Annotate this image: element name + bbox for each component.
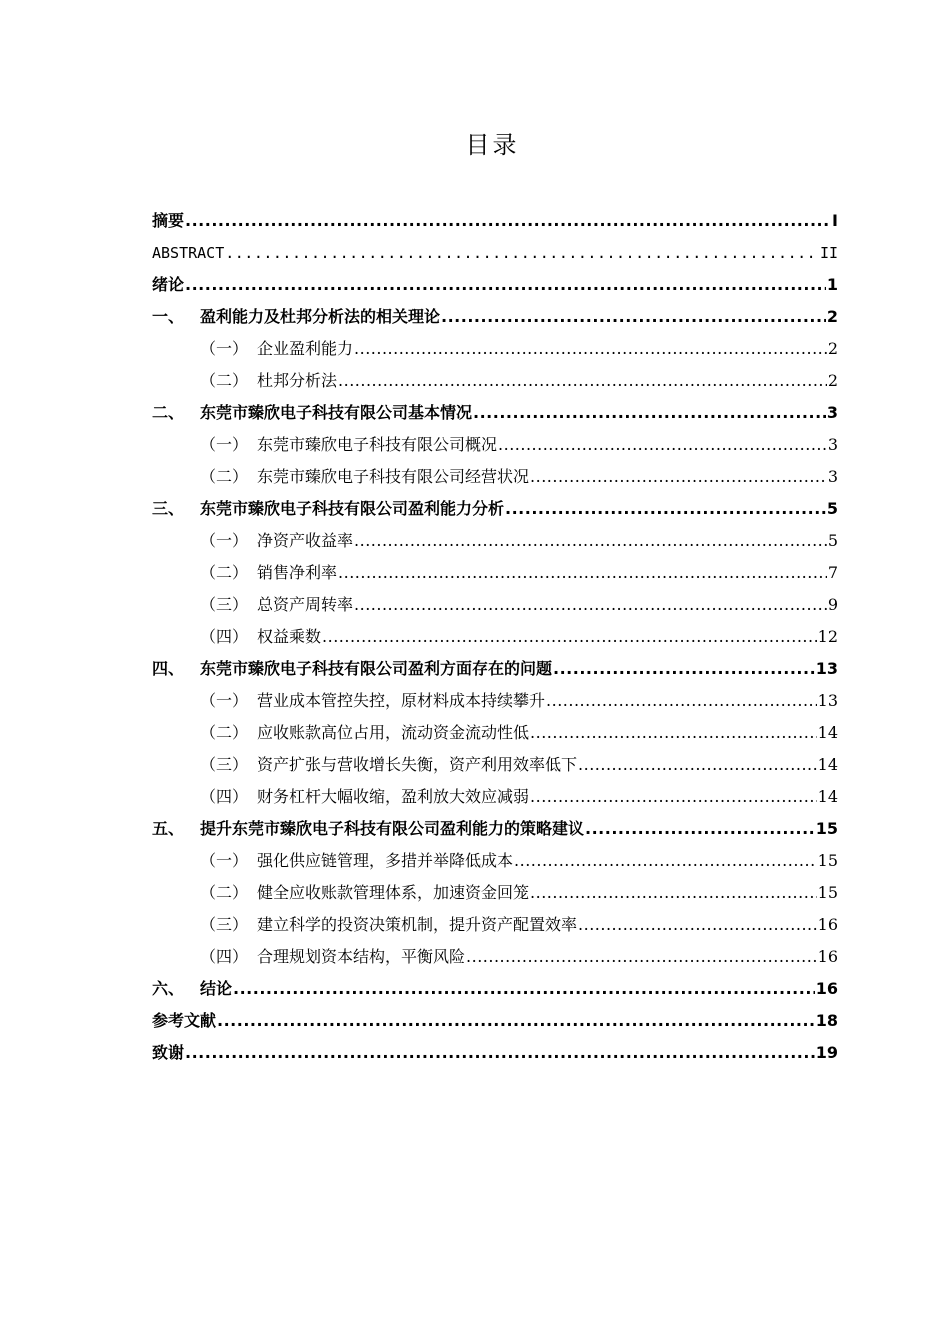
toc-entry-number: （一） [200,339,249,358]
toc-entry-title: 东莞市臻欣电子科技有限公司盈利能力分析 [200,499,505,518]
toc-dot-leader [553,653,815,685]
toc-entry[interactable] [152,877,838,909]
toc-entry[interactable] [152,301,838,333]
toc-entry-title: 合理规划资本结构，平衡风险 [257,947,466,966]
toc-dot-leader [185,1037,815,1069]
toc-entry-title: 绪论 [152,275,185,294]
toc-entry-number: （三） [200,755,249,774]
toc-entry-page-number: 15 [815,819,838,838]
toc-dot-leader [185,205,831,237]
toc-dot-leader [354,333,827,365]
toc-entry-number: 一、 [152,307,185,326]
toc-entry[interactable] [152,365,838,397]
toc-entry[interactable] [152,205,838,237]
toc-entry-page-number: 15 [817,883,838,902]
toc-entry-title: 健全应收账款管理体系，加速资金回笼 [257,883,530,902]
toc-entry-page-number: 2 [827,371,838,390]
toc-entry-page-number: 3 [827,467,838,486]
toc-dot-leader [233,973,815,1005]
toc-entry-page-number: 3 [827,435,838,454]
toc-entry-page-number: 16 [815,979,838,998]
toc-entry-number: （二） [200,371,249,390]
toc-entry-number: （一） [200,691,249,710]
toc-entry-number: 六、 [152,979,185,998]
toc-entry-page-number: 7 [827,563,838,582]
toc-dot-leader [354,525,827,557]
toc-entry-page-number: 5 [826,499,838,518]
toc-entry-title: 结论 [200,979,233,998]
toc-entry-page-number: 13 [817,691,838,710]
toc-entry-title: 强化供应链管理，多措并举降低成本 [257,851,514,870]
toc-entry-title: 参考文献 [152,1011,217,1030]
toc-entry[interactable] [152,621,838,653]
toc-entry-page-number: 18 [815,1011,838,1030]
toc-dot-leader [530,717,817,749]
toc-entry[interactable] [152,493,838,525]
toc-entry[interactable] [152,717,838,749]
toc-dot-leader [473,397,826,429]
toc-entry-number: 四、 [152,659,185,678]
toc-entry-title: 权益乘数 [257,627,322,646]
toc-entry-title: 销售净利率 [257,563,338,582]
toc-entry-number: （三） [200,595,249,614]
page-title: 目录 [465,131,520,159]
toc-entry-title: 应收账款高位占用，流动资金流动性低 [257,723,530,742]
toc-entry[interactable] [152,781,838,813]
toc-entry-title: 财务杠杆大幅收缩，盈利放大效应减弱 [257,787,530,806]
toc-entry[interactable] [152,1037,838,1069]
toc-entry-page-number: 2 [827,339,838,358]
toc-entry-title: 提升东莞市臻欣电子科技有限公司盈利能力的策略建议 [200,819,585,838]
toc-entry-page-number: II [819,244,838,262]
toc-entry-title: 资产扩张与营收增长失衡，资产利用效率低下 [257,755,578,774]
toc-dot-leader [354,589,827,621]
toc-entry-number: （四） [200,627,249,646]
toc-entry[interactable] [152,557,838,589]
toc-entry[interactable] [152,845,838,877]
toc-entry-number: （四） [200,787,249,806]
toc-dot-leader [530,461,827,493]
toc-entry[interactable] [152,941,838,973]
toc-entry-page-number: 13 [815,659,838,678]
toc-entry-page-number: 5 [827,531,838,550]
toc-entry-page-number: 19 [815,1043,838,1062]
toc-entry-title: ABSTRACT [152,244,225,262]
toc-dot-leader [466,941,817,973]
toc-entry-page-number: 1 [826,275,838,294]
toc-entry[interactable] [152,525,838,557]
toc-entry-number: （四） [200,947,249,966]
toc-entry-title: 致谢 [152,1043,185,1062]
toc-entry-number: （三） [200,915,249,934]
toc-entry-page-number: 12 [817,627,838,646]
toc-entry-page-number: 14 [817,787,838,806]
toc-entry-page-number: 9 [827,595,838,614]
toc-dot-leader [322,621,817,653]
toc-entry[interactable] [152,909,838,941]
toc-entry-title: 杜邦分析法 [257,371,338,390]
toc-entry-page-number: 16 [817,915,838,934]
toc-dot-leader [514,845,817,877]
toc-entry[interactable] [152,973,838,1005]
toc-dot-leader [585,813,815,845]
toc-entry-title: 盈利能力及杜邦分析法的相关理论 [200,307,441,326]
toc-entry-title: 企业盈利能力 [257,339,354,358]
toc-entry-number: 二、 [152,403,185,422]
toc-entry-number: 三、 [152,499,185,518]
toc-entry-page-number: 15 [817,851,838,870]
toc-dot-leader [498,429,827,461]
toc-entry-title: 营业成本管控失控，原材料成本持续攀升 [257,691,546,710]
toc-dot-leader [185,269,826,301]
toc-entry-title: 摘要 [152,211,185,230]
toc-dot-leader [338,557,827,589]
toc-entry-title: 东莞市臻欣电子科技有限公司盈利方面存在的问题 [200,659,553,678]
toc-dot-leader [338,365,827,397]
toc-entry-number: （二） [200,563,249,582]
toc-entry-title: 东莞市臻欣电子科技有限公司概况 [257,435,498,454]
toc-entry-title: 建立科学的投资决策机制，提升资产配置效率 [257,915,578,934]
toc-entry-title: 东莞市臻欣电子科技有限公司经营状况 [257,467,530,486]
toc-entry[interactable] [152,813,838,845]
toc-dot-leader [578,909,817,941]
toc-dot-leader [505,493,826,525]
toc-dot-leader [578,749,817,781]
toc-entry-page-number: 3 [826,403,838,422]
toc-entry-number: （二） [200,723,249,742]
toc-entry-number: 五、 [152,819,185,838]
toc-dot-leader [217,1005,815,1037]
toc-entry[interactable] [152,237,838,269]
toc-entry-number: （二） [200,883,249,902]
toc-entry[interactable] [152,429,838,461]
toc-entry[interactable] [152,461,838,493]
toc-entry-page-number: 14 [817,723,838,742]
toc-entry-number: （二） [200,467,249,486]
toc-entry-title: 东莞市臻欣电子科技有限公司基本情况 [200,403,473,422]
table-of-contents [152,205,838,1069]
toc-entry[interactable] [152,589,838,621]
toc-entry[interactable] [152,269,838,301]
toc-dot-leader [546,685,817,717]
toc-entry-page-number: 16 [817,947,838,966]
toc-dot-leader [530,877,817,909]
toc-entry-page-number: 2 [826,307,838,326]
toc-entry-title: 总资产周转率 [257,595,354,614]
toc-entry-number: （一） [200,531,249,550]
toc-dot-leader [225,237,819,269]
toc-entry[interactable] [152,749,838,781]
toc-entry[interactable] [152,333,838,365]
toc-entry-page-number: 14 [817,755,838,774]
toc-entry[interactable] [152,397,838,429]
toc-entry-title: 净资产收益率 [257,531,354,550]
toc-entry-page-number: I [832,211,838,230]
toc-entry[interactable] [152,1005,838,1037]
toc-dot-leader [530,781,817,813]
toc-entry[interactable] [152,653,838,685]
toc-entry-number: （一） [200,435,249,454]
toc-entry-number: （一） [200,851,249,870]
toc-dot-leader [441,301,826,333]
toc-entry[interactable] [152,685,838,717]
